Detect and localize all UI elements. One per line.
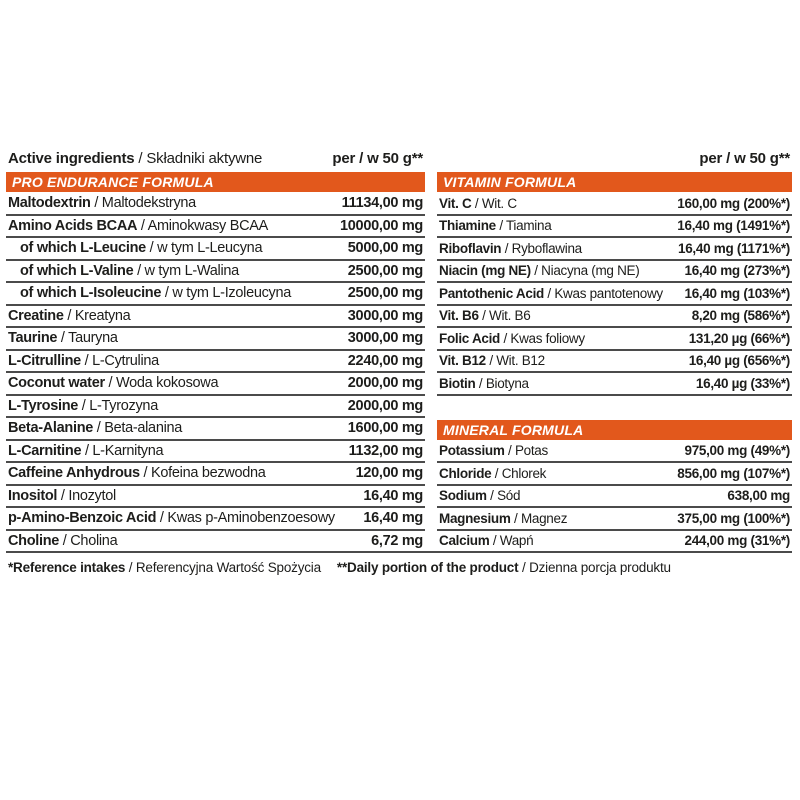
row-name: Beta-Alanine / Beta-alanina xyxy=(8,420,183,437)
active-ingredients-pl: Składniki aktywne xyxy=(146,150,263,167)
table-row xyxy=(437,261,792,284)
mineral-table xyxy=(437,441,792,554)
left-column-header xyxy=(6,145,425,172)
row-value: 16,40 mg (273%*) xyxy=(684,263,790,279)
left-column xyxy=(6,145,425,553)
table-row xyxy=(437,283,792,306)
reference-intakes-note xyxy=(8,560,321,575)
table-row xyxy=(437,441,792,464)
per-serving-label-left: per / w 50 g** xyxy=(332,150,423,167)
row-value: 2000,00 mg xyxy=(347,397,423,414)
row-value: 16,40 µg (656%*) xyxy=(688,353,790,369)
reference-intakes-pl: Referencyjna Wartość Spożycia xyxy=(135,560,321,575)
table-row xyxy=(6,531,425,554)
row-value: 2000,00 mg xyxy=(347,375,423,392)
table-row xyxy=(437,306,792,329)
active-ingredients-heading xyxy=(8,150,262,167)
daily-portion-note xyxy=(337,560,671,575)
heading-separator: / xyxy=(134,150,147,167)
row-value: 16,40 mg (1171%*) xyxy=(678,240,790,256)
row-name: Calcium / Wapń xyxy=(439,533,534,549)
table-row xyxy=(437,216,792,239)
table-row xyxy=(437,238,792,261)
table-row xyxy=(437,531,792,554)
row-name: Inositol / Inozytol xyxy=(8,487,116,504)
row-value: 244,00 mg (31%*) xyxy=(684,533,790,549)
row-name: L-Tyrosine / L-Tyrozyna xyxy=(8,397,158,414)
row-value: 160,00 mg (200%*) xyxy=(677,195,790,211)
footnote-separator: / xyxy=(518,560,530,575)
row-name: p-Amino-Benzoic Acid / Kwas p-Aminobenzoesowy xyxy=(8,510,335,527)
row-value: 1132,00 mg xyxy=(348,442,423,459)
row-name: Coconut water / Woda kokosowa xyxy=(8,375,219,392)
table-row xyxy=(6,351,425,374)
row-value: 5000,00 mg xyxy=(347,240,423,257)
table-row xyxy=(437,373,792,396)
row-name: Pantothenic Acid / Kwas pantotenowy xyxy=(439,285,663,301)
table-row xyxy=(6,261,425,284)
table-row xyxy=(6,418,425,441)
row-value: 3000,00 mg xyxy=(347,330,423,347)
section-header-vitamin: VITAMIN FORMULA xyxy=(437,172,792,192)
row-value: 131,20 µg (66%*) xyxy=(688,330,790,346)
row-name: Potassium / Potas xyxy=(439,443,548,459)
right-column-header xyxy=(437,145,792,172)
row-value: 375,00 mg (100%*) xyxy=(677,510,790,526)
row-name: Niacin (mg NE) / Niacyna (mg NE) xyxy=(439,263,640,279)
table-row xyxy=(6,238,425,261)
row-value: 2500,00 mg xyxy=(347,285,423,302)
row-name: Vit. B12 / Wit. B12 xyxy=(439,353,545,369)
daily-portion-en: **Daily portion of the product xyxy=(336,560,519,575)
per-serving-label-right: per / w 50 g** xyxy=(699,150,790,167)
row-name: Thiamine / Tiamina xyxy=(439,218,552,234)
section-header-endurance: PRO ENDURANCE FORMULA xyxy=(6,172,425,192)
table-row xyxy=(6,216,425,239)
endurance-table xyxy=(6,193,425,553)
row-value: 16,40 mg xyxy=(363,487,423,504)
section-header-mineral: MINERAL FORMULA xyxy=(437,420,792,440)
row-value: 16,40 mg xyxy=(363,510,423,527)
row-value: 11134,00 mg xyxy=(341,195,423,212)
row-name: Riboflavin / Ryboflawina xyxy=(439,240,582,256)
row-name: Taurine / Tauryna xyxy=(8,330,118,347)
footnote-separator: / xyxy=(125,560,136,575)
table-row xyxy=(437,351,792,374)
row-name: L-Carnitine / L-Karnityna xyxy=(8,442,164,459)
right-column xyxy=(437,145,792,553)
table-row xyxy=(6,486,425,509)
row-value: 1600,00 mg xyxy=(347,420,423,437)
row-name: Chloride / Chlorek xyxy=(439,465,547,481)
row-name: of which L-Isoleucine / w tym L-Izoleucyna xyxy=(20,285,292,302)
row-name: Choline / Cholina xyxy=(8,532,118,549)
row-value: 975,00 mg (49%*) xyxy=(684,443,790,459)
row-name: Amino Acids BCAA / Aminokwasy BCAA xyxy=(8,217,268,234)
table-row xyxy=(6,508,425,531)
table-row xyxy=(6,396,425,419)
row-name: Magnesium / Magnez xyxy=(439,510,568,526)
table-row xyxy=(6,441,425,464)
table-row xyxy=(6,283,425,306)
row-value: 3000,00 mg xyxy=(347,307,423,324)
row-value: 8,20 mg (586%*) xyxy=(691,308,790,324)
table-row xyxy=(437,328,792,351)
row-value: 2500,00 mg xyxy=(347,262,423,279)
row-value: 638,00 mg xyxy=(727,488,790,504)
active-ingredients-en: Active ingredients xyxy=(8,150,135,167)
row-name: Creatine / Kreatyna xyxy=(8,307,131,324)
row-value: 16,40 mg (103%*) xyxy=(684,285,790,301)
row-value: 856,00 mg (107%*) xyxy=(677,465,790,481)
row-name: Vit. C / Wit. C xyxy=(439,195,517,211)
row-name: Folic Acid / Kwas foliowy xyxy=(439,330,585,346)
row-name: L-Citrulline / L-Cytrulina xyxy=(8,352,159,369)
row-name: of which L-Leucine / w tym L-Leucyna xyxy=(20,240,263,257)
table-row xyxy=(437,486,792,509)
row-name: Biotin / Biotyna xyxy=(439,375,529,391)
row-value: 2240,00 mg xyxy=(347,352,423,369)
row-name: Caffeine Anhydrous / Kofeina bezwodna xyxy=(8,465,266,482)
row-name: of which L-Valine / w tym L-Walina xyxy=(20,262,239,279)
table-row xyxy=(6,306,425,329)
vitamin-table xyxy=(437,193,792,396)
footnotes xyxy=(8,560,792,575)
table-row xyxy=(6,373,425,396)
table-row xyxy=(6,328,425,351)
row-value: 10000,00 mg xyxy=(340,217,423,234)
table-row xyxy=(6,193,425,216)
row-value: 16,40 mg (1491%*) xyxy=(677,218,790,234)
row-name: Vit. B6 / Wit. B6 xyxy=(439,308,531,324)
row-value: 6,72 mg xyxy=(371,532,423,549)
row-name: Sodium / Sód xyxy=(439,488,521,504)
bottom-line-bridge xyxy=(424,551,438,553)
reference-intakes-en: *Reference intakes xyxy=(8,560,126,575)
table-row xyxy=(437,193,792,216)
row-name: Maltodextrin / Maltodekstryna xyxy=(8,195,196,212)
daily-portion-pl: Dzienna porcja produktu xyxy=(529,560,671,575)
table-row xyxy=(437,508,792,531)
table-row xyxy=(437,463,792,486)
row-value: 16,40 µg (33%*) xyxy=(695,375,790,391)
table-row xyxy=(6,463,425,486)
row-value: 120,00 mg xyxy=(355,465,423,482)
